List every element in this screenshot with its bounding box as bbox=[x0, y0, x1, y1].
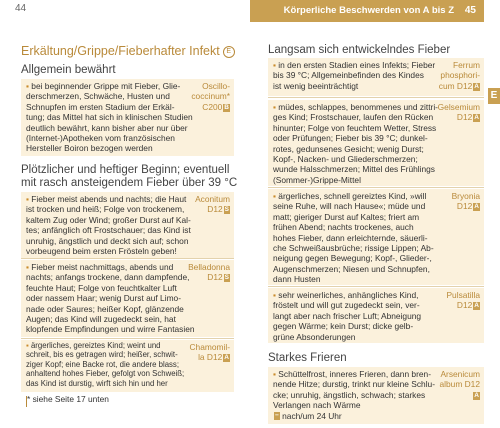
remedy-badge: S bbox=[224, 274, 229, 282]
entry-text: ▪ in den ersten Stadien eines Infekts; Fieber bis 39 °C; Allgemeinbefinden des Kindes ist wenig beeinträchtigt bbox=[273, 60, 436, 91]
remedy-name: Aconitum D12 S bbox=[195, 194, 230, 215]
page-title bbox=[21, 44, 235, 58]
title-e-badge: E bbox=[223, 46, 235, 58]
remedy-entry-arsenicum-album bbox=[268, 367, 484, 424]
remedy-name: Pulsatilla D12 A bbox=[446, 290, 480, 311]
remedy-name: Gelsemium D12 A bbox=[437, 102, 480, 123]
page-number-left: 44 bbox=[15, 3, 27, 14]
entry-text: ▪ Schüttelfrost, inneres Frieren, dann bren- nende Hitze; durstig, trinkt nur kleine Schlu- cke; unruhig, ängstlich, schwach; starkes Verlangen nach Wärme − nach/um 24 Uhr bbox=[273, 369, 435, 421]
remedy-entry-oscillococcinum bbox=[21, 79, 234, 156]
remedy-entry-bryonia bbox=[268, 189, 484, 285]
entry-text: ▪ müdes, schlappes, benommenes und zittri- ges Kind; Frostschauer, laufen den Rücken hinunter; Folge von feuchtem Wetter, Stress oder Prüfungen; Fieber bis 39 °C; dunkel- rotes, gedunsenes Gesicht; wenig Durst; Kopf-, Nacken- und Gliederschmerzen; wunde Halsschmerzen; Mittel des Frühlings (Sommer-)Grippe-Mittel bbox=[273, 102, 438, 185]
divider bbox=[21, 338, 234, 339]
remedy-name: Bryonia D12 A bbox=[451, 191, 480, 212]
entry-text: ▪ sehr weinerliches, anhängliches Kind, fröstelt und will gut zugedeckt sein, ver- langt aber nach frischer Luft; Abneigung gegen Wärme; kein Durst; dicke gelb- grüne Absonderungen bbox=[273, 290, 422, 342]
divider bbox=[268, 286, 484, 287]
section-heading-allgemein: Allgemein bewährt bbox=[21, 64, 116, 76]
divider bbox=[268, 97, 484, 98]
footnote: * siehe Seite 17 unten bbox=[27, 394, 109, 404]
remedy-badge: S bbox=[224, 206, 229, 214]
remedy-entry-aconitum bbox=[21, 192, 234, 258]
remedy-badge: A bbox=[474, 391, 479, 399]
remedy-badge: A bbox=[474, 82, 479, 90]
section-heading-langsam: Langsam sich entwickelndes Fieber bbox=[268, 44, 451, 56]
remedy-badge: B bbox=[224, 103, 229, 111]
remedy-name: Ferrum phosphori- cum D12 A bbox=[438, 60, 480, 91]
divider bbox=[268, 187, 484, 188]
remedy-entry-belladonna bbox=[21, 260, 234, 337]
chapter-tab-e: E bbox=[488, 88, 500, 104]
remedy-entry-gelsemium bbox=[268, 100, 484, 186]
remedy-entry-chamomilla bbox=[21, 340, 234, 392]
remedy-name: Arsenicum album D12 A bbox=[439, 369, 480, 399]
remedy-name: Belladonna D12 S bbox=[188, 262, 230, 283]
remedy-name: Chamomil- la D12 A bbox=[189, 342, 230, 363]
remedy-name: Oscillo- coccinum* C200 B bbox=[191, 81, 230, 112]
remedy-badge: A bbox=[474, 302, 479, 310]
entry-text: ▪ Fieber meist abends und nachts; die Haut ist trocken und heiß; Folge von trockenem, kaltem Zug oder Wind; großer Durst auf Kal- tes; anfänglich oft Frostschauer; das Kind ist unruhig, ängstlich und deckt sich auf; schon vorbeugend beim ersten Frösteln geben! bbox=[26, 194, 191, 257]
page-title-text: Erkältung/Grippe/Fieberhafter Infekt bbox=[21, 44, 220, 58]
right-page bbox=[250, 0, 500, 428]
remedy-badge: A bbox=[474, 114, 479, 122]
section-heading-ploetzlich: Plötzlicher und heftiger Beginn; eventuell mit rasch ansteigendem Fieber über 39 °C bbox=[21, 164, 238, 189]
chapter-title: Körperliche Beschwerden von A bis Z bbox=[283, 5, 454, 16]
entry-text: ▪ ärgerliches, schnell gereiztes Kind, »will seine Ruhe, will nach Hause«; müde und matt; gieriger Durst auf Kaltes; friert am frühen Abend; nachts trockenes, auch hohes Fieber, dann erleichternde, säuerli- che Schweißausbrüche; rissige Lippen; Ab- neigung gegen Bewegung; Kopf-, Glieder-, Augenschmerzen; Niesen und Schnupfen, dann Husten bbox=[273, 191, 434, 285]
divider bbox=[21, 258, 234, 259]
entry-text: ▪ ärgerliches, gereiztes Kind; weint und schreit, bis es getragen wird; heißer, schwit- ziger Kopf; eine Backe rot, die andere blass; anhaltend hohes Fieber, gefolgt von Schweiß; das Kind ist durstig, wirft sich hin und her bbox=[26, 341, 185, 388]
chapter-header-bar bbox=[250, 0, 484, 22]
page-number-right: 45 bbox=[464, 5, 476, 16]
entry-text: ▪ Fieber meist nachmittags, abends und nachts; anfangs trockene, dann dampfende, feuchte Haut; Folge von feuchtkalter Luft oder nassem Haar; wenig Durst auf Limo- nade oder Saures; heißer Kopf, glänzende Augen; das Kind will zugedeckt sein, hat klopfende Empfindungen und wirre Fantasien bbox=[26, 262, 195, 335]
remedy-entry-ferrum-phosphoricum bbox=[268, 58, 484, 96]
section-heading-starkes-frieren: Starkes Frieren bbox=[268, 352, 347, 364]
remedy-entry-pulsatilla bbox=[268, 288, 484, 343]
remedy-badge: A bbox=[224, 354, 229, 362]
entry-text: ▪ bei beginnender Grippe mit Fieber, Glie- derschmerzen, Schwäche, Husten und Schnupfen im ersten Stadium der Erkäl- tung; das Mittel hat sich in klinischen Studien deutlich bewährt, kann bisher aber nur über (Internet-)Apotheken vom französischen Hersteller Boiron bezogen werden bbox=[26, 81, 193, 154]
remedy-badge: A bbox=[474, 203, 479, 211]
minus-icon: − bbox=[275, 412, 279, 420]
